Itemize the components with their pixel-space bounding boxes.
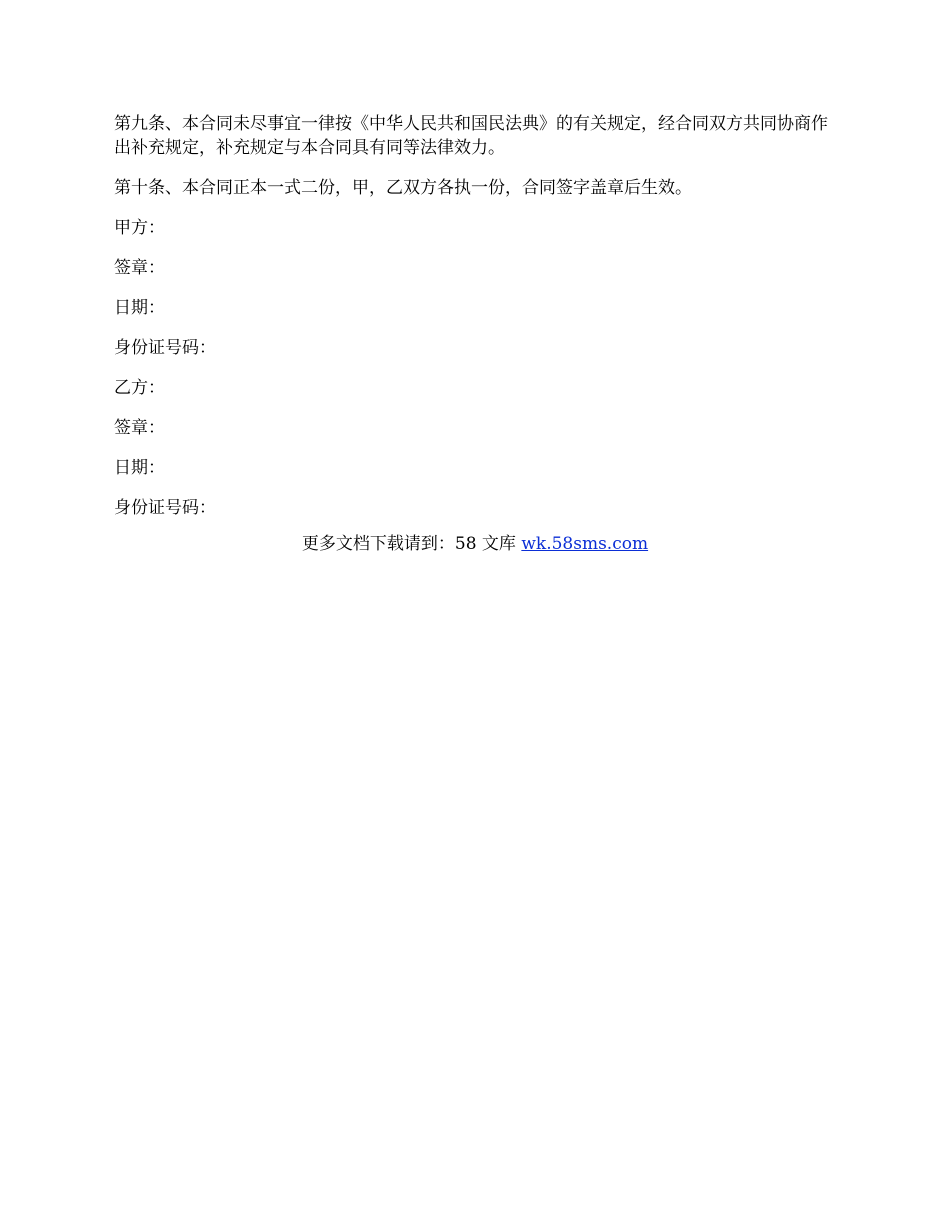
- document-body: [114, 112, 840, 536]
- party-b-date-label: 日期：: [114, 458, 165, 478]
- party-a-label: 甲方：: [114, 218, 165, 238]
- party-b-label: 乙方：: [114, 378, 165, 398]
- party-a-signature-label: 签章：: [114, 258, 165, 278]
- footer: [0, 532, 950, 556]
- footer-link[interactable]: wk.58sms.com: [521, 534, 649, 554]
- clause-10: 第十条、本合同正本一式二份，甲，乙双方各执一份，合同签字盖章后生效。: [114, 178, 692, 198]
- party-b-id-label: 身份证号码：: [114, 498, 216, 518]
- clause-9: 第九条、本合同未尽事宜一律按《中华人民共和国民法典》的有关规定，经合同双方共同协商作出补充规定，补充规定与本合同具有同等法律效力。: [114, 114, 828, 158]
- party-a-date-label: 日期：: [114, 298, 165, 318]
- party-b-signature-label: 签章：: [114, 418, 165, 438]
- footer-text: 更多文档下载请到：58 文库: [301, 534, 522, 554]
- party-a-id-label: 身份证号码：: [114, 338, 216, 358]
